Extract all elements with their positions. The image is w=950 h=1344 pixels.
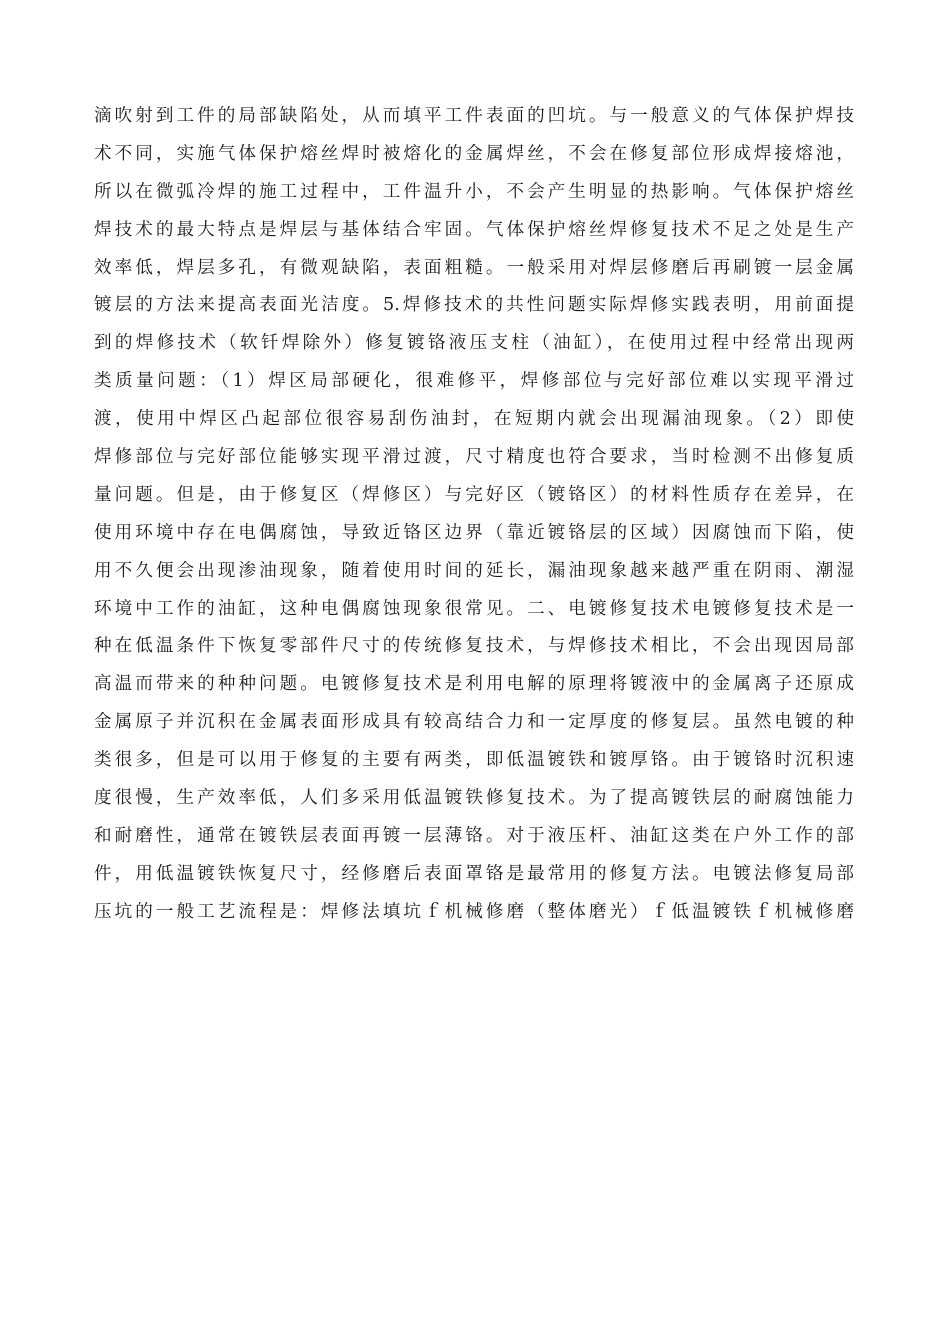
text-line: 类很多，但是可以用于修复的主要有两类，即低温镀铁和镀厚铬。由于镀铬时沉积速	[94, 750, 854, 771]
text-line: 环境中工作的油缸，这种电偶腐蚀现象很常见。二、电镀修复技术电镀修复技术是一	[94, 598, 854, 619]
text-line: 镀层的方法来提高表面光洁度。5.焊修技术的共性问题实际焊修实践表明，用前面提	[94, 295, 854, 316]
body-text	[94, 98, 854, 932]
text-line: 和耐磨性，通常在镀铁层表面再镀一层薄铬。对于液压杆、油缸这类在户外工作的部	[94, 825, 854, 846]
text-line: 效率低，焊层多孔，有微观缺陷，表面粗糙。一般采用对焊层修磨后再刷镀一层金属	[94, 257, 854, 278]
text-line: 滴吹射到工件的局部缺陷处，从而填平工件表面的凹坑。与一般意义的气体保护焊技	[94, 106, 854, 126]
text-line: 焊修部位与完好部位能够实现平滑过渡，尺寸精度也符合要求，当时检测不出修复质	[94, 447, 854, 468]
text-line: 度很慢，生产效率低，人们多采用低温镀铁修复技术。为了提高镀铁层的耐腐蚀能力	[94, 788, 854, 809]
text-line: 压坑的一般工艺流程是：焊修法填坑ｆ机械修磨（整体磨光）ｆ低温镀铁ｆ机械修磨	[94, 901, 854, 922]
text-line: 种在低温条件下恢复零部件尺寸的传统修复技术，与焊修技术相比，不会出现因局部	[94, 636, 854, 657]
text-line: 金属原子并沉积在金属表面形成具有较高结合力和一定厚度的修复层。虽然电镀的种	[94, 712, 854, 733]
text-line: 量问题。但是，由于修复区（焊修区）与完好区（镀铬区）的材料性质存在差异，在	[94, 484, 854, 505]
text-line: 用不久便会出现渗油现象，随着使用时间的延长，漏油现象越来越严重在阴雨、潮湿	[94, 560, 854, 581]
text-line: 使用环境中存在电偶腐蚀，导致近铬区边界（靠近镀铬层的区域）因腐蚀而下陷，使	[94, 522, 854, 543]
text-line: 渡，使用中焊区凸起部位很容易刮伤油封，在短期内就会出现漏油现象。（2）即使	[94, 409, 854, 430]
text-line: 件，用低温镀铁恢复尺寸，经修磨后表面罩铬是最常用的修复方法。电镀法修复局部	[94, 863, 854, 884]
text-line: 高温而带来的种种问题。电镀修复技术是利用电解的原理将镀液中的金属离子还原成	[94, 674, 854, 695]
text-line: 焊技术的最大特点是焊层与基体结合牢固。气体保护熔丝焊修复技术不足之处是生产	[94, 219, 854, 240]
text-line: 术不同，实施气体保护熔丝焊时被熔化的金属焊丝，不会在修复部位形成焊接熔池，	[94, 143, 854, 164]
text-line: 到的焊修技术（软钎焊除外）修复镀铬液压支柱（油缸），在使用过程中经常出现两	[94, 333, 854, 354]
text-line: 类质量问题：（1）焊区局部硬化，很难修平，焊修部位与完好部位难以实现平滑过	[94, 371, 854, 392]
text-line: 所以在微弧冷焊的施工过程中，工件温升小，不会产生明显的热影响。气体保护熔丝	[94, 181, 854, 202]
